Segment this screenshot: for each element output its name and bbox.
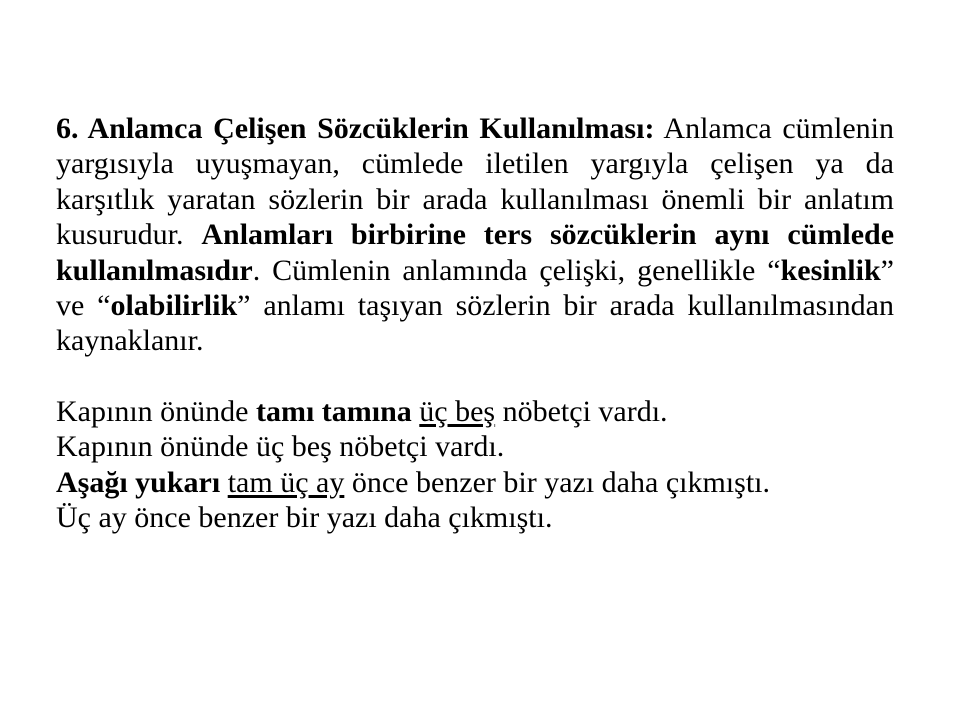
example-text: Kapının önünde (56, 394, 256, 428)
section-heading: 6. Anlamca Çelişen Sözcüklerin Kullanılması: (56, 112, 655, 145)
example-underline: tam üç ay (227, 465, 345, 499)
example-wrong-1 (56, 394, 894, 429)
paragraph-text-3: ” ve “ (56, 253, 894, 323)
example-correct-1: Kapının önünde üç beş nöbetçi vardı. (56, 430, 505, 464)
example-underline: üç beş (419, 394, 496, 428)
keyword-kesinlik: kesinlik (780, 253, 881, 287)
example-bold: Aşağı yukarı (56, 465, 221, 499)
example-text (220, 466, 228, 499)
example-text: nöbetçi vardı. (495, 394, 668, 428)
examples-list (56, 394, 894, 536)
paragraph-text-1: Anlamca cümlenin yargısıyla uyuşmayan, cümlede iletilen yargıyla çelişen ya da karşıtlık yaratan sözlerin bir arada kullanılması önemli bir anlatım kusurudur. (56, 112, 894, 252)
example-bold: tamı tamına (255, 394, 412, 428)
slide-content (56, 111, 894, 535)
example-correct-2: Üç ay önce benzer bir yazı daha çıkmıştı. (56, 501, 553, 535)
example-wrong-2 (56, 465, 894, 500)
example-text: önce benzer bir yazı daha çıkmıştı. (344, 465, 770, 499)
keyword-olabilirlik: olabilirlik (110, 289, 238, 323)
paragraph-text-2: . Cümlenin anlamında çelişki, genellikle “ (252, 253, 781, 287)
paragraph-text-4: ” anlamı taşıyan sözlerin bir arada kullanılmasından kaynaklanır. (56, 289, 894, 358)
definition-bold: Anlamları birbirine ters sözcüklerin aynı cümlede kullanılmasıdır (56, 218, 895, 287)
explanation-paragraph (56, 111, 894, 359)
